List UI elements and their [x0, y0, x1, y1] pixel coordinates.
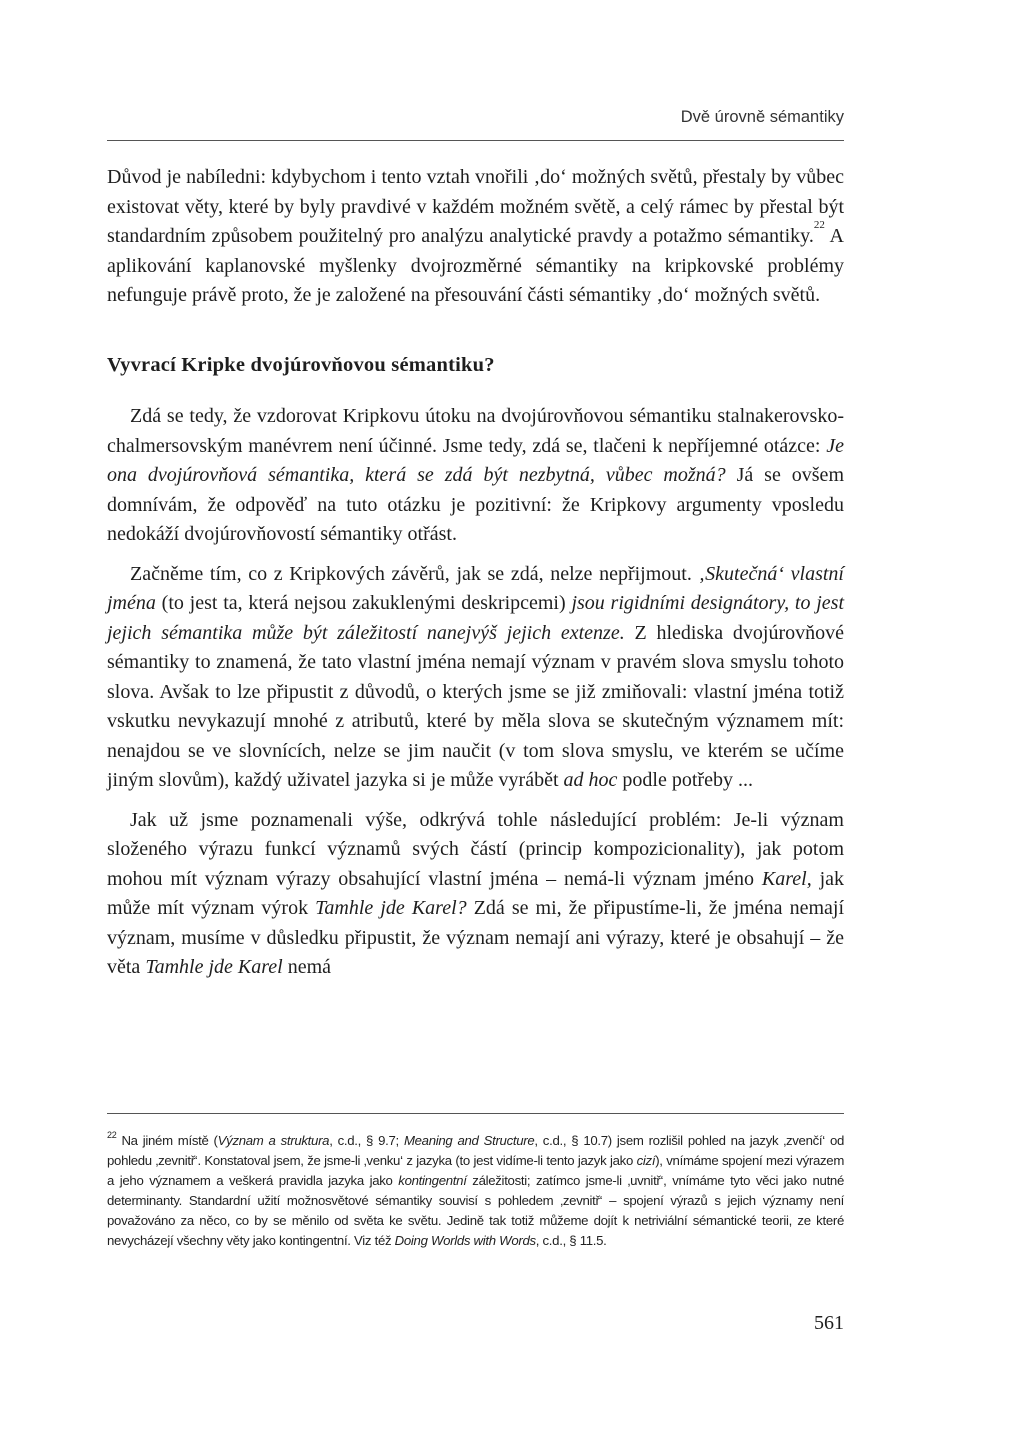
footnote: $^{22}$ Na jiném místě (Význam a struktura, c.d., § 9.7; Meaning and Structure, c.d., § 10.7) jsem rozlišil pohled na jazyk ‚zvenčí‘ od pohledu ‚zevnitř‘. Konstatoval jsem, že jsme-li ‚venku‘ z jazyka (to jest vidíme-li tento jazyk jako cizí), vnímáme spojení mezi výrazem a jeho významem a veškerá pravidla jazyka jako kontingentní záležitosti; zatímco jsme-li ‚uvnitř‘, vnímáme tyto věci jako nutné determinanty. Standardní užití možnosvětové sémantiky souvisí s pohledem ‚zevnitř‘ – spojení výrazů s jejich významy není považováno za něco, co by se měnilo od světa ke světu. Jedině tak totiž můžeme dojít k netriviální sémantické teorii, ze které nevycházejí všechny věty jako kontingentní. Viz též Doing Worlds with Words, c.d., § 11.5.	[107, 1130, 845, 1248]
footnote-number: 22	[107, 1130, 117, 1140]
footnote-reference[interactable]: 22	[813, 219, 825, 231]
paragraph: Zdá se tedy, že vzdorovat Kripkovu útoku na dvojúrovňovou sémantiku stalnakerovsko-chalmersovským manévrem není účinné. Jsme tedy, zdá se, tlačeni k nepříjemné otázce: Je ona dvojúrovňová sémantika, která se zdá být nezbytná, vůbec možná? Já se ovšem domnívám, že odpověď na tuto otázku je pozitivní: že Kripkovy argumenty vposledu nedokáží dvojúrovňovostí sémantiky otřást.	[107, 405, 844, 545]
section-heading: Vyvrací Kripke dvojúrovňovou sémantiku?	[107, 353, 495, 376]
footnote-rule	[107, 1113, 844, 1114]
header-rule	[107, 140, 844, 141]
body-text	[107, 163, 844, 983]
paragraph: Jak už jsme poznamenali výše, odkrývá tohle následující problém: Je-li význam složeného výrazu funkcí významů svých částí (princip kompozicionality), jak potom mohou mít význam výrazy obsahující vlastní jména – nemá-li význam jméno Karel, jak může mít význam výrok Tamhle jde Karel? Zdá se mi, že připustíme-li, že jména nemají význam, musíme v důsledku připustit, že význam nemají ani výrazy, které je obsahují – že věta Tamhle jde Karel nemá	[107, 808, 844, 978]
paragraph: Začněme tím, co z Kripkových závěrů, jak se zdá, nelze nepřijmout. ‚Skutečná‘ vlastní jména (to jest ta, která nejsou zakuklenými deskripcemi) jsou rigidními designátory, to jest jejich sémantika může být záležitostí nanejvýš jejich extenze. Z hlediska dvojúrovňové sémantiky to znamená, že tato vlastní jména nemají význam v pravém slova smyslu tohoto slova. Avšak to lze připustit z důvodů, o kterých jsme se již zmiňovali: vlastní jména totiž vskutku nevykazují mnohé z atributů, které by měla slova se skutečným významem mít: nenajdou se ve slovnících, nelze se jim naučit (v tom slova smyslu, ve kterém se učíme jiným slovům), každý uživatel jazyka si je může vyrábět ad hoc podle potřeby ...	[107, 562, 844, 791]
page-number: 561	[814, 1312, 844, 1334]
paragraph: Důvod je nabíledni: kdybychom i tento vztah vnořili ‚do‘ možných světů, přestaly by vůbec existovat věty, které by byly pravdivé v každém možném světě, a celý rámec by přestal být standardním způsobem použitelný pro analýzu analytické pravdy a potažmo sémantiky.$^{22}$ A aplikování kaplanovské myšlenky dvojrozměrné sémantiky na kripkovské problémy nefunguje právě proto, že je založené na přesouvání části sémantiky ‚do‘ možných světů.	[107, 166, 844, 306]
running-head: Dvě úrovně sémantiky	[680, 108, 844, 126]
